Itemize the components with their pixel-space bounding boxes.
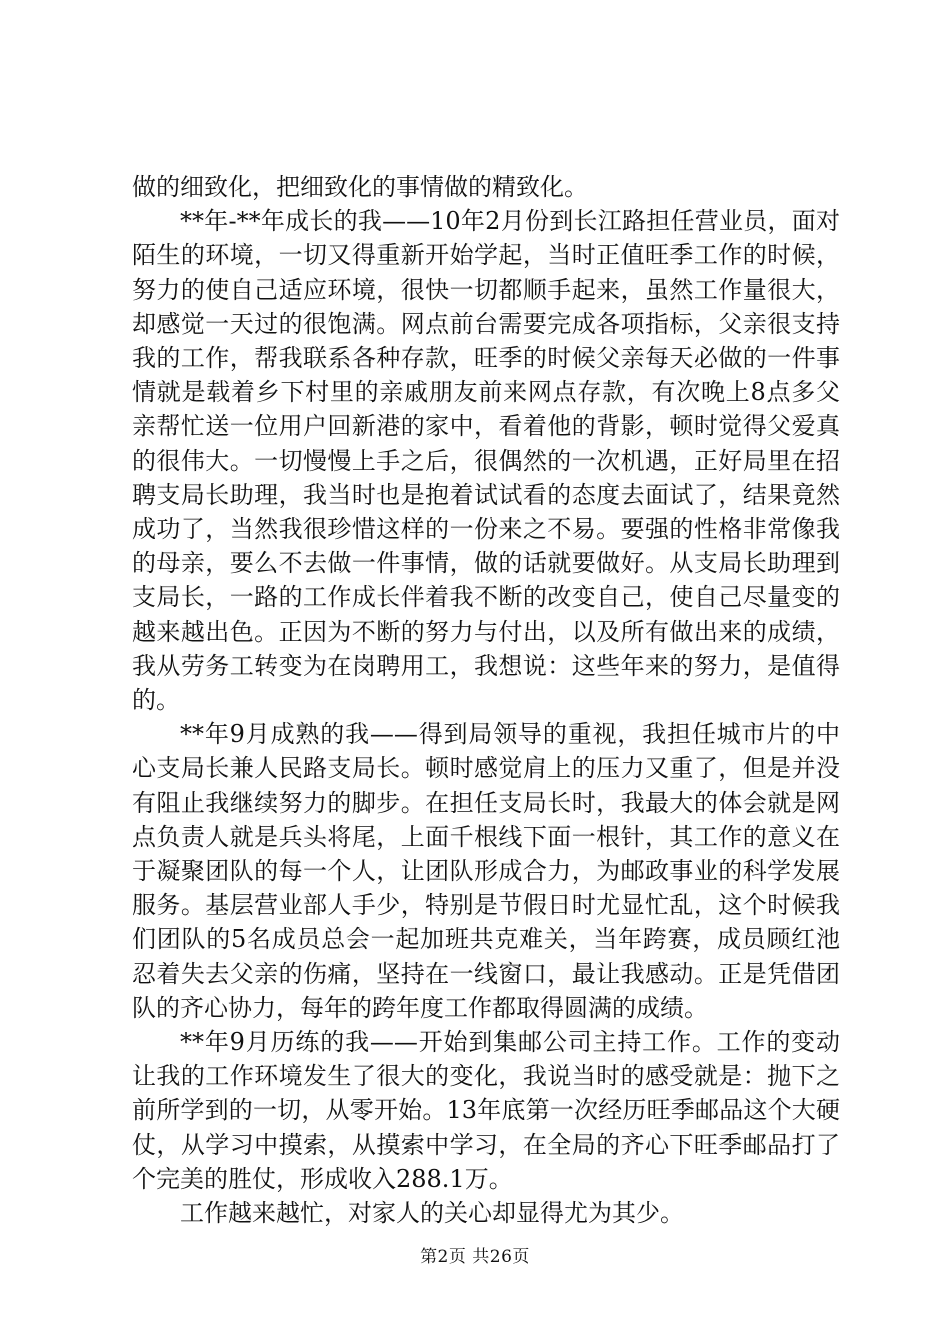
page-number-footer: 第2页 共26页 (420, 1247, 530, 1267)
paragraph-mature: **年9月成熟的我——得到局领导的重视，我担任城市片的中心支局长兼人民路支局长。顿时感觉肩上的压力又重了，但是并没有阻止我继续努力的脚步。在担任支局长时，我最大的体会就是网点负责人就是兵头将尾，上面千根线下面一根针，其工作的意义在于凝聚团队的每一个人，让团队形成合力，为邮政事业的科学发展服务。基层营业部人手少，特别是节假日时尤显忙乱，这个时候我们团队的5名成员总会一起加班共克难关，当年跨赛，成员顾红池忍着失去父亲的伤痛，坚持在一线窗口，最让我感动。正是凭借团队的齐心协力，每年的跨年度工作都取得圆满的成绩。 (132, 720, 840, 1022)
paragraph-experienced: **年9月历练的我——开始到集邮公司主持工作。工作的变动让我的工作环境发生了很大的变化，我说当时的感受就是：抛下之前所学到的一切，从零开始。13年底第一次经历旺季邮品这个大硬仗，从学习中摸索，从摸索中学习，在全局的齐心下旺季邮品打了个完美的胜仗，形成收入288.1万。 (132, 1028, 840, 1193)
paragraph-growth: **年-**年成长的我——10年2月份到长江路担任营业员，面对陌生的环境，一切又得重新开始学起，当时正值旺季工作的时候，努力的使自己适应环境，很快一切都顺手起来，虽然工作量很大，却感觉一天过的很饱满。网点前台需要完成各项指标，父亲很支持我的工作，帮我联系各种存款，旺季的时候父亲每天必做的一件事情就是载着乡下村里的亲戚朋友前来网点存款，有次晚上8点多父亲帮忙送一位用户回新港的家中，看着他的背影，顿时觉得父爱真的很伟大。一切慢慢上手之后，很偶然的一次机遇，正好局里在招聘支局长助理，我当时也是抱着试试看的态度去面试了，结果竟然成功了，当然我很珍惜这样的一份来之不易。要强的性格非常像我的母亲，要么不去做一件事情，做的话就要做好。从支局长助理到支局长，一路的工作成长伴着我不断的改变自己，使自己尽量变的越来越出色。正因为不断的努力与付出，以及所有做出来的成绩，我从劳务工转变为在岗聘用工，我想说：这些年来的努力，是值得的。 (132, 207, 840, 715)
paragraph-continuation: 做的细致化，把细致化的事情做的精致化。 (132, 173, 588, 201)
paragraph-family: 工作越来越忙，对家人的关心却显得尤为其少。 (180, 1199, 684, 1228)
document-body (132, 170, 840, 1230)
